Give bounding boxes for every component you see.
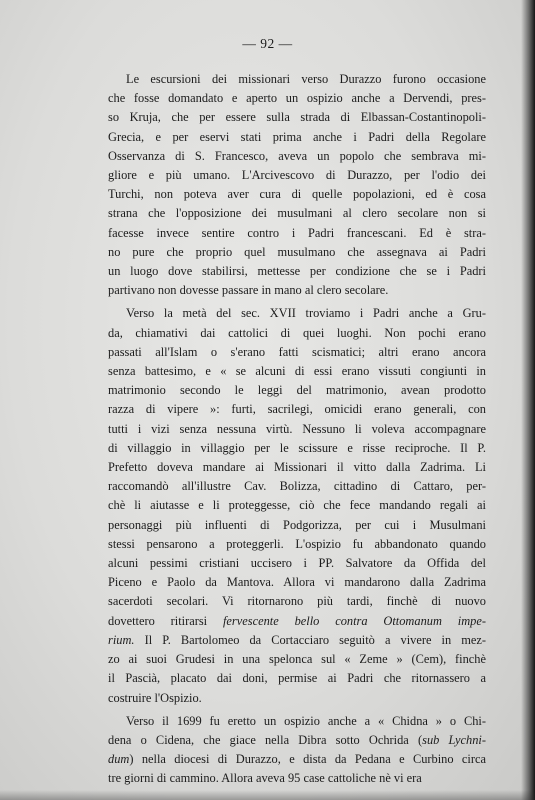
text-line: Le escursioni dei missionari verso Durazzo furono occasione xyxy=(126,72,486,86)
text-line: stessi pensarono a proteggerli. L'ospizio fu abbandonato quando xyxy=(108,536,486,551)
text-line: no pure che proprio quel musulmano che assegnava ai Padri xyxy=(108,244,486,259)
text-line: che fosse domandato e aperto un ospizio anche a Dervendi, pres- xyxy=(108,91,486,106)
text-line: matrimonio secondo le leggi del matrimonio, avean prodotto xyxy=(108,383,486,398)
text-line: da, chiamativi dai cattolici di quei luoghi. Non pochi erano xyxy=(108,325,486,340)
text-line: rium. Il P. Bartolomeo da Cortacciaro seguitò a vivere in mez- xyxy=(108,632,486,647)
text-line: di villaggio in villaggio per le scissure e risse reciproche. Il P. xyxy=(108,440,486,455)
text-line: alcuni pessimi cristiani uccisero i PP. Salvatore da Offida del xyxy=(108,556,486,571)
text-line: Grecia, e per eservi stati prima anche i Padri della Regolare xyxy=(108,129,486,144)
text-line: un luogo dove stabilirsi, mettesse per condizione che se i Padri xyxy=(108,264,486,279)
paragraph xyxy=(108,712,486,789)
text-line: so Kruja, che per essere sulla strada di Elbassan-Costantinopoli- xyxy=(108,110,486,125)
text-line: il Pascià, placato dai doni, permise ai Padri che ritornassero a xyxy=(108,671,486,686)
text-line: Piceno e Paolo da Mantova. Allora vi mandarono dalla Zadrima xyxy=(108,575,486,590)
text-line: Verso il 1699 fu eretto un ospizio anche a « Chidna » o Chi- xyxy=(126,713,486,728)
text-line: personaggi più influenti di Podgorizza, per cui i Musulmani xyxy=(108,517,486,532)
text-line: senza battesimo, e « se alcuni di essi erano vissuti congiunti in xyxy=(108,364,486,379)
text-line: Verso la metà del sec. XVII troviamo i Padri anche a Gru- xyxy=(126,306,486,321)
text-line: Prefetto doveva mandare ai Missionari il vitto dalla Zadrima. Li xyxy=(108,460,486,475)
text-line: strana che l'opposizione dei musulmani al clero secolare non si xyxy=(108,206,486,221)
paragraph xyxy=(108,70,486,300)
page-bottom-shadow xyxy=(0,790,535,800)
text-line: costruire l'Ospizio. xyxy=(108,690,202,705)
text-line: chè li aiutasse e li proteggesse, ciò che fece mandando regali ai xyxy=(108,498,486,513)
page-number: — 92 — xyxy=(242,36,293,51)
body-text xyxy=(108,70,486,789)
text-line: Turchi, non poteva aver cura di quelle popolazioni, ed è cosa xyxy=(108,187,486,202)
text-line: facesse invece sentire contro i Padri francescani. Ed è stra- xyxy=(108,225,486,240)
text-line: dum) nella diocesi di Durazzo, e dista da Pedana e Curbino circa xyxy=(108,752,486,767)
text-line: tutti i vizi senza nessuna virtù. Nessuno li voleva accompagnare xyxy=(108,421,486,436)
text-line: raccomandò all'illustre Cav. Bolizza, cittadino di Cattaro, per- xyxy=(108,479,486,494)
text-line: partivano non dovesse passare in mano al clero secolare. xyxy=(108,283,389,298)
text-line: sacerdoti secolari. Vi ritornarono più tardi, finchè di nuovo xyxy=(108,594,486,609)
page-edge-shadow xyxy=(521,0,535,800)
text-line: gliore e più umano. L'Arcivescovo di Durazzo, per l'odio dei xyxy=(108,168,486,183)
text-line: tre giorni di cammino. Allora aveva 95 case cattoliche nè vi era xyxy=(108,771,422,786)
text-line: passati all'Islam o s'erano fatti scismatici; altri erano ancora xyxy=(108,344,486,359)
text-line: razza di vipere »: furti, sacrilegi, omicidi erano generali, con xyxy=(108,402,486,417)
text-line: dena o Cidena, che giace nella Dibra sotto Ochrida (sub Lychni- xyxy=(108,732,486,747)
text-line: zo ai suoi Grudesi in una spelonca sul « Zeme » (Cem), finchè xyxy=(108,652,486,667)
text-line: Osservanza di S. Francesco, aveva un popolo che sembrava mi- xyxy=(108,148,486,163)
text-line: dovettero ritirarsi fervescente bello contra Ottomanum impe- xyxy=(108,613,486,628)
paragraph xyxy=(108,304,486,707)
